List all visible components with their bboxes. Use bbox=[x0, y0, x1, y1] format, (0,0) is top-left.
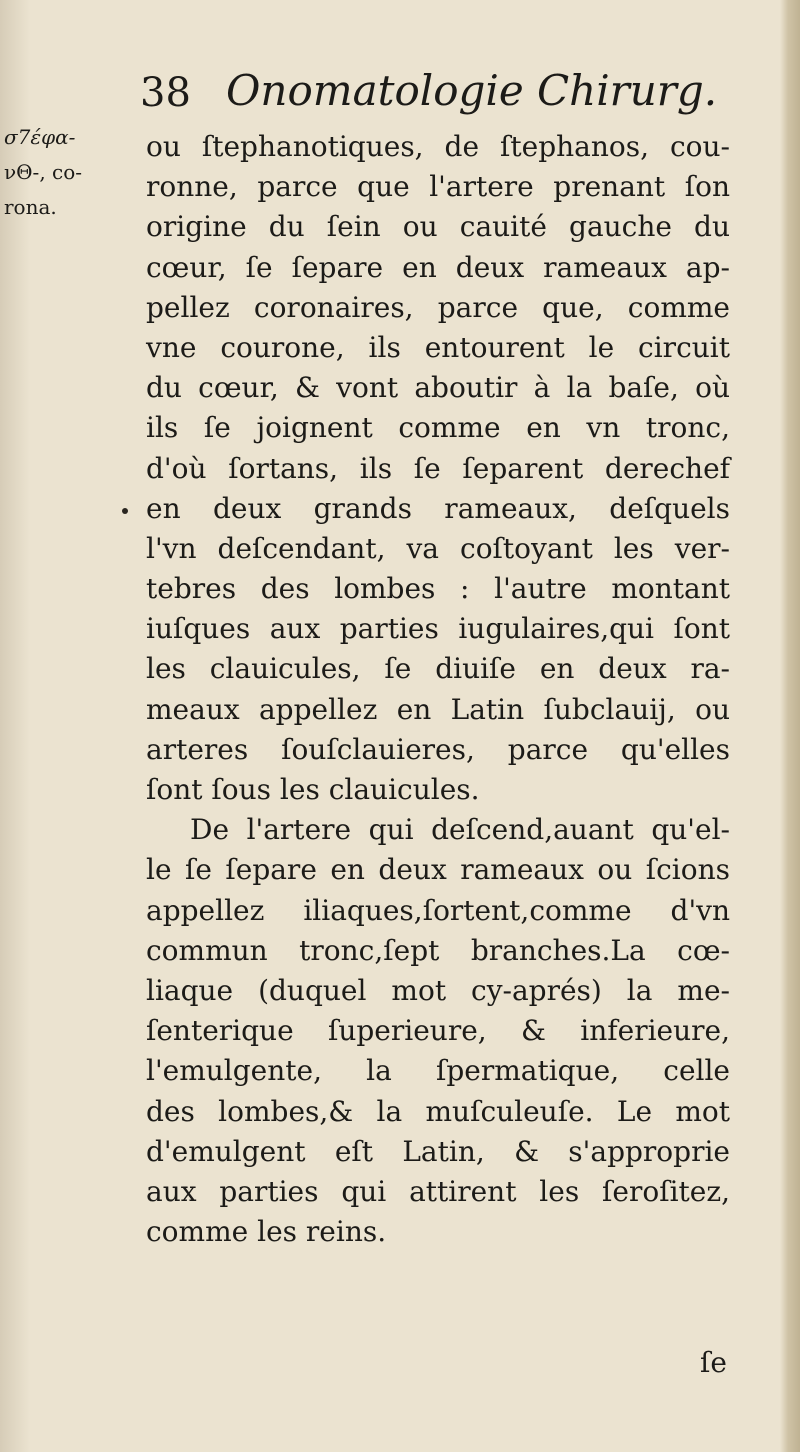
text-line: meaux appellez en Latin ſubclauij, ou bbox=[146, 692, 730, 726]
margin-note-line: σ7έφα- bbox=[4, 125, 76, 149]
text-line: De l'artere qui deſcend,auant qu'el- bbox=[190, 813, 730, 847]
text-line: liaque (duquel mot cy-aprés) la me- bbox=[146, 973, 730, 1007]
text-line: tebres des lombes : l'autre montant bbox=[146, 572, 730, 606]
text-line: ils ſe joignent comme en vn tronc, bbox=[146, 411, 730, 445]
text-line: appellez iliaques,ſortent,comme d'vn bbox=[146, 893, 730, 927]
margin-note bbox=[4, 120, 144, 225]
text-line: en deux grands rameaux, deſquels bbox=[146, 491, 730, 525]
margin-note-line: νΘ-, co- bbox=[4, 160, 83, 184]
page-number: 38 bbox=[140, 70, 191, 116]
text-line: pellez coronaires, parce que, comme bbox=[146, 290, 730, 324]
ink-speck bbox=[122, 508, 128, 514]
text-line: le ſe ſepare en deux rameaux ou ſcions bbox=[146, 853, 730, 887]
text-line: d'emulgent eſt Latin, & s'approprie bbox=[146, 1134, 730, 1168]
text-line: comme les reins. bbox=[146, 1215, 387, 1249]
text-line: d'où ſortans, ils ſe ſeparent derechef bbox=[146, 451, 730, 485]
text-line: l'emulgente, la ſpermatique, celle bbox=[146, 1054, 730, 1088]
text-line: du cœur, & vont aboutir à la baſe, où bbox=[146, 371, 730, 405]
text-line: vne courone, ils entourent le circuit bbox=[146, 330, 730, 364]
text-line: cœur, ſe ſepare en deux rameaux ap- bbox=[146, 250, 730, 284]
page-edge-shadow bbox=[780, 0, 800, 1452]
text-line: des lombes,& la muſculeuſe. Le mot bbox=[146, 1094, 730, 1128]
text-line: ſenterique ſuperieure, & inferieure, bbox=[146, 1014, 730, 1048]
body-text bbox=[146, 127, 730, 1252]
running-header bbox=[140, 62, 718, 122]
text-line: l'vn deſcendant, va coſtoyant les ver- bbox=[146, 531, 730, 565]
text-line: arteres ſouſclauieres, parce qu'elles bbox=[146, 732, 730, 766]
text-line: ſont ſous les clauicules. bbox=[146, 773, 480, 806]
text-line: iuſques aux parties iugulaires,qui ſont bbox=[146, 612, 730, 646]
running-title: Onomatologie Chirurg. bbox=[226, 66, 718, 115]
margin-note-line: rona. bbox=[4, 195, 57, 219]
catchword: ſe bbox=[700, 1346, 727, 1379]
text-line: commun tronc,ſept branches.La cœ- bbox=[146, 933, 730, 967]
paragraph bbox=[146, 127, 730, 810]
text-line: ou ſtephanotiques, de ſtephanos, cou- bbox=[146, 130, 730, 163]
text-line: les clauicules, ſe diuiſe en deux ra- bbox=[146, 652, 730, 686]
text-line: origine du ſein ou cauité gauche du bbox=[146, 210, 730, 244]
text-line: ronne, parce que l'artere prenant ſon bbox=[146, 170, 730, 204]
paragraph bbox=[146, 810, 730, 1252]
text-line: aux parties qui attirent les ſeroſitez, bbox=[146, 1174, 730, 1208]
